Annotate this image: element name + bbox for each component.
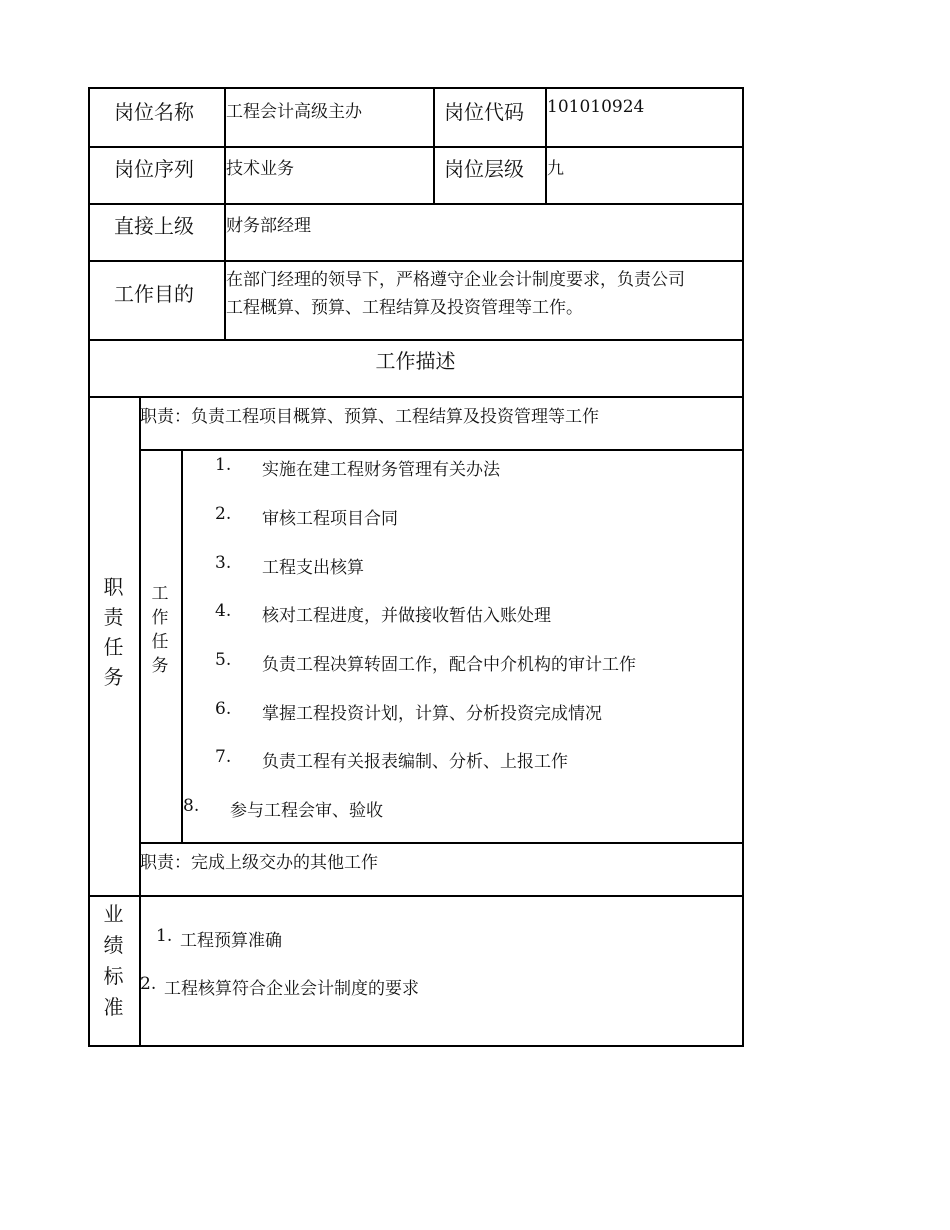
task-label-char: 务: [151, 656, 169, 676]
col-line: [181, 449, 183, 843]
job-sequence-label: 岗位序列: [114, 157, 194, 181]
row-line: [88, 146, 743, 148]
col-line: [139, 396, 141, 1046]
task-number: 4.: [215, 601, 232, 621]
performance-text: 工程预算准确: [180, 931, 282, 951]
duty-label-char: 务: [103, 665, 124, 689]
task-label-char: 作: [151, 608, 169, 628]
task-number: 5.: [215, 650, 232, 670]
work-description-title: 工作描述: [375, 349, 456, 373]
task-label-char: 工: [151, 584, 169, 604]
performance-label-char: 业: [103, 902, 124, 926]
border-bottom: [88, 1045, 743, 1047]
row-line: [88, 895, 743, 897]
task-text: 负责工程决算转固工作，配合中介机构的审计工作: [262, 655, 636, 675]
purpose-label: 工作目的: [114, 282, 194, 306]
performance-label-char: 准: [103, 995, 124, 1019]
job-code-value: 101010924: [547, 97, 645, 117]
duty-task-label: [88, 572, 139, 692]
row-line: [139, 842, 743, 844]
performance-label: [88, 899, 139, 1023]
row-line: [88, 396, 743, 398]
job-name-value: 工程会计高级主办: [226, 102, 362, 122]
duty-label-char: 职: [103, 575, 124, 599]
purpose-line-2: 工程概算、预算、工程结算及投资管理等工作。: [226, 298, 583, 318]
task-number: 3.: [215, 553, 232, 573]
duty-label-char: 任: [103, 635, 124, 659]
row-line: [88, 260, 743, 262]
task-label-char: 任: [151, 632, 169, 652]
superior-value: 财务部经理: [226, 216, 311, 236]
task-text: 负责工程有关报表编制、分析、上报工作: [262, 752, 568, 772]
col-line: [433, 87, 435, 204]
job-sequence-value: 技术业务: [226, 159, 294, 179]
duty-2: 职责：完成上级交办的其他工作: [140, 853, 378, 873]
job-level-value: 九: [547, 159, 564, 179]
superior-label: 直接上级: [114, 214, 194, 238]
task-number: 7.: [215, 747, 232, 767]
task-text: 掌握工程投资计划，计算、分析投资完成情况: [262, 704, 602, 724]
task-text: 工程支出核算: [262, 558, 364, 578]
job-description-table: [88, 87, 743, 1047]
work-task-label: [139, 582, 181, 678]
task-number: 6.: [215, 699, 232, 719]
performance-number: 1.: [156, 926, 173, 946]
performance-label-char: 绩: [103, 933, 124, 957]
border-top: [88, 87, 743, 89]
row-line: [88, 203, 743, 205]
task-number: 1.: [215, 455, 232, 475]
job-name-label: 岗位名称: [114, 100, 194, 124]
task-text: 审核工程项目合同: [262, 509, 398, 529]
duty-label-char: 责: [103, 605, 124, 629]
duty-1: 职责：负责工程项目概算、预算、工程结算及投资管理等工作: [140, 407, 599, 427]
performance-number: 2.: [140, 974, 157, 994]
row-line: [139, 449, 743, 451]
purpose-line-1: 在部门经理的领导下，严格遵守企业会计制度要求，负责公司: [226, 270, 685, 290]
performance-text: 工程核算符合企业会计制度的要求: [164, 979, 419, 999]
task-text: 核对工程进度，并做接收暂估入账处理: [262, 606, 551, 626]
task-number: 2.: [215, 504, 232, 524]
job-code-label: 岗位代码: [444, 100, 524, 124]
job-level-label: 岗位层级: [444, 157, 524, 181]
task-text: 实施在建工程财务管理有关办法: [262, 460, 500, 480]
border-right: [742, 87, 744, 1047]
task-number: 8.: [183, 796, 200, 816]
performance-label-char: 标: [103, 964, 124, 988]
task-text: 参与工程会审、验收: [230, 801, 383, 821]
row-line: [88, 339, 743, 341]
